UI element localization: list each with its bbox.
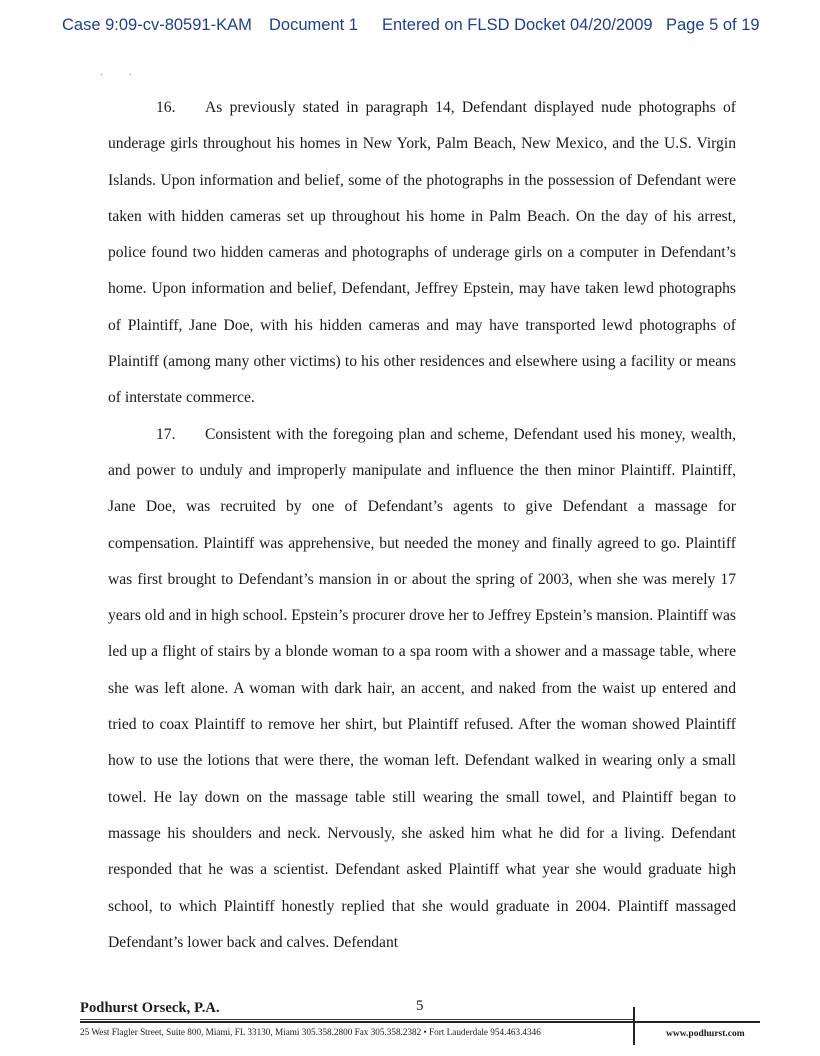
paragraph-number: 17. — [156, 425, 176, 443]
case-number: Case 9:09-cv-80591-KAM — [62, 16, 252, 34]
paragraph-16 — [108, 90, 736, 417]
scan-specks: · · — [100, 70, 132, 81]
document-body — [108, 90, 736, 961]
paragraph-text: As previously stated in paragraph 14, Defendant displayed nude photographs of underage girls throughout his homes in New York, Palm Beach, New Mexico, and the U.S. Virgin Islands. Upon information and belief, some of the photographs in the possession of Defendant were taken with hidden cameras set up throughout his home in Palm Beach. On the day of his arrest, police found two hidden cameras and photographs of underage girls on a computer in Defendant’s home. Upon information and belief, Defendant, Jeffrey Epstein, may have taken lewd photographs of Plaintiff, Jane Doe, with his hidden cameras and may have transported lewd photographs of Plaintiff (among many other victims) to his other residences and elsewhere using a facility or means of interstate commerce. — [108, 99, 736, 407]
docket-entry-date: Entered on FLSD Docket 04/20/2009 — [382, 16, 653, 34]
firm-name: Podhurst Orseck, P.A. — [80, 1000, 220, 1016]
firm-website: www.podhurst.com — [666, 1029, 745, 1039]
paragraph-number: 16. — [156, 99, 176, 116]
paragraph-text: Consistent with the foregoing plan and scheme, Defendant used his money, wealth, and power to unduly and improperly manipulate and influence the then minor Plaintiff. Plaintiff, Jane Doe, was recruited by one of Defendant’s agents to give Defendant a massage for compensation. Plaintiff was apprehensive, but needed the money and finally agreed to go. Plaintiff was first brought to Defendant’s mansion in or about the spring of 2003, when she was merely 17 years old and in high school. Epstein’s procurer drove her to Jeffrey Epstein’s mansion. Plaintiff was led up a flight of stairs by a blonde woman to a spa room with a shower and a massage table, where she was left alone. A woman with dark hair, an accent, and naked from the waist up entered and tried to coax Plaintiff to remove her shirt, but Plaintiff refused. After the woman showed Plaintiff how to use the lotions that were there, the woman left. Defendant walked in wearing only a small towel. He lay down on the massage table still wearing the small towel, and Plaintiff began to massage his shoulders and neck. Nervously, she asked him what he did for a living. Defendant responded that he was a scientist. Defendant asked Plaintiff what year she would graduate high school, to which Plaintiff honestly replied that she would graduate in 2004. Plaintiff massaged Defendant’s lower back and calves. Defendant — [108, 425, 736, 951]
page-number: 5 — [416, 998, 424, 1014]
firm-address: 25 West Flagler Street, Suite 800, Miami, FL 33130, Miami 305.358.2800 Fax 305.358.2382 • Fort Lauderdale 954.463.4346 — [80, 1027, 541, 1037]
document-number: Document 1 — [269, 16, 358, 34]
paragraph-17 — [108, 417, 736, 961]
footer-divider — [633, 1007, 635, 1045]
footer-rule — [80, 1019, 634, 1020]
page-indicator: Page 5 of 19 — [666, 16, 760, 34]
footer-rule-lower — [80, 1021, 760, 1023]
